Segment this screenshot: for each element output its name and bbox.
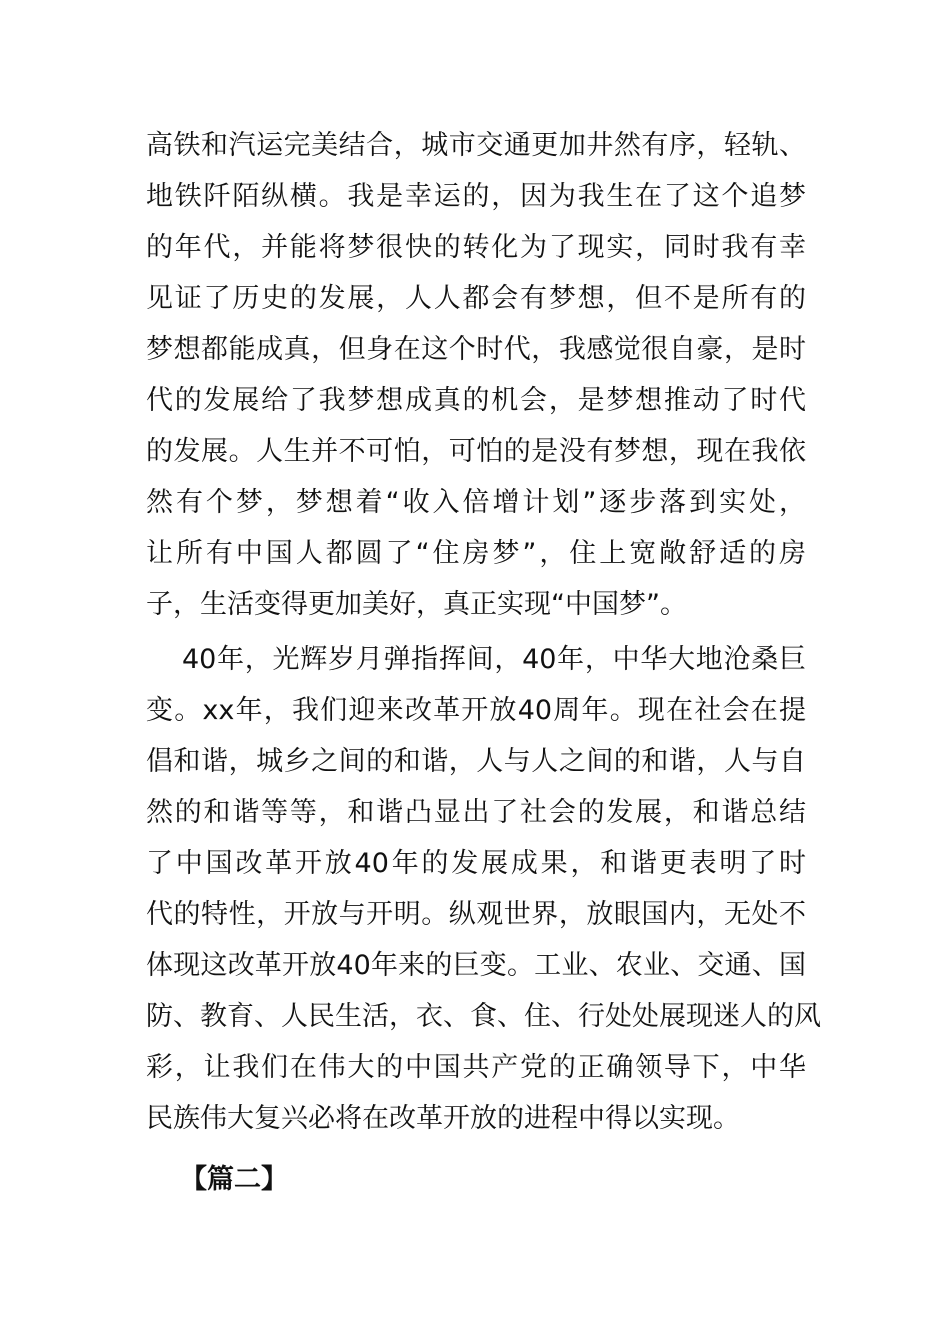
text-line: 40年，光辉岁月弹指挥间，40年，中华大地沧桑巨 bbox=[182, 644, 806, 675]
text-line: 然的和谐等等，和谐凸显出了社会的发展，和谐总结 bbox=[146, 797, 806, 828]
text-line: 防、教育、人民生活，衣、食、住、行处处展现迷人的风 bbox=[146, 1001, 821, 1032]
text-line: 的发展。人生并不可怕，可怕的是没有梦想，现在我依 bbox=[146, 436, 806, 467]
paragraph-1 bbox=[146, 120, 806, 630]
text-line: 变。xx年，我们迎来改革开放40周年。现在社会在提 bbox=[146, 695, 806, 726]
text-line: 让所有中国人都圆了“住房梦”，住上宽敞舒适的房 bbox=[146, 538, 806, 569]
text-line: 民族伟大复兴必将在改革开放的进程中得以实现。 bbox=[146, 1103, 740, 1134]
section-heading: 【篇二】 bbox=[180, 1164, 288, 1195]
text-line: 了中国改革开放40年的发展成果，和谐更表明了时 bbox=[146, 848, 806, 879]
paragraph-2 bbox=[146, 634, 821, 1144]
text-line: 体现这改革开放40年来的巨变。工业、农业、交通、国 bbox=[146, 950, 806, 981]
text-line: 代的发展给了我梦想成真的机会，是梦想推动了时代 bbox=[146, 385, 806, 416]
text-line: 代的特性，开放与开明。纵观世界，放眼国内，无处不 bbox=[146, 899, 806, 930]
text-line: 倡和谐，城乡之间的和谐，人与人之间的和谐，人与自 bbox=[146, 746, 806, 777]
text-line: 的年代，并能将梦很快的转化为了现实，同时我有幸 bbox=[146, 232, 806, 263]
text-line: 彩，让我们在伟大的中国共产党的正确领导下，中华 bbox=[146, 1052, 806, 1083]
text-line: 梦想都能成真，但身在这个时代，我感觉很自豪，是时 bbox=[146, 334, 806, 365]
text-line: 见证了历史的发展，人人都会有梦想，但不是所有的 bbox=[146, 283, 806, 314]
text-line: 然有个梦，梦想着“收入倍增计划”逐步落到实处， bbox=[146, 487, 806, 518]
document-body bbox=[146, 120, 821, 1205]
text-line: 高铁和汽运完美结合，城市交通更加井然有序，轻轨、 bbox=[146, 130, 806, 161]
text-line: 地铁阡陌纵横。我是幸运的，因为我生在了这个追梦 bbox=[146, 181, 806, 212]
text-line: 子，生活变得更加美好，真正实现“中国梦”。 bbox=[146, 589, 687, 620]
